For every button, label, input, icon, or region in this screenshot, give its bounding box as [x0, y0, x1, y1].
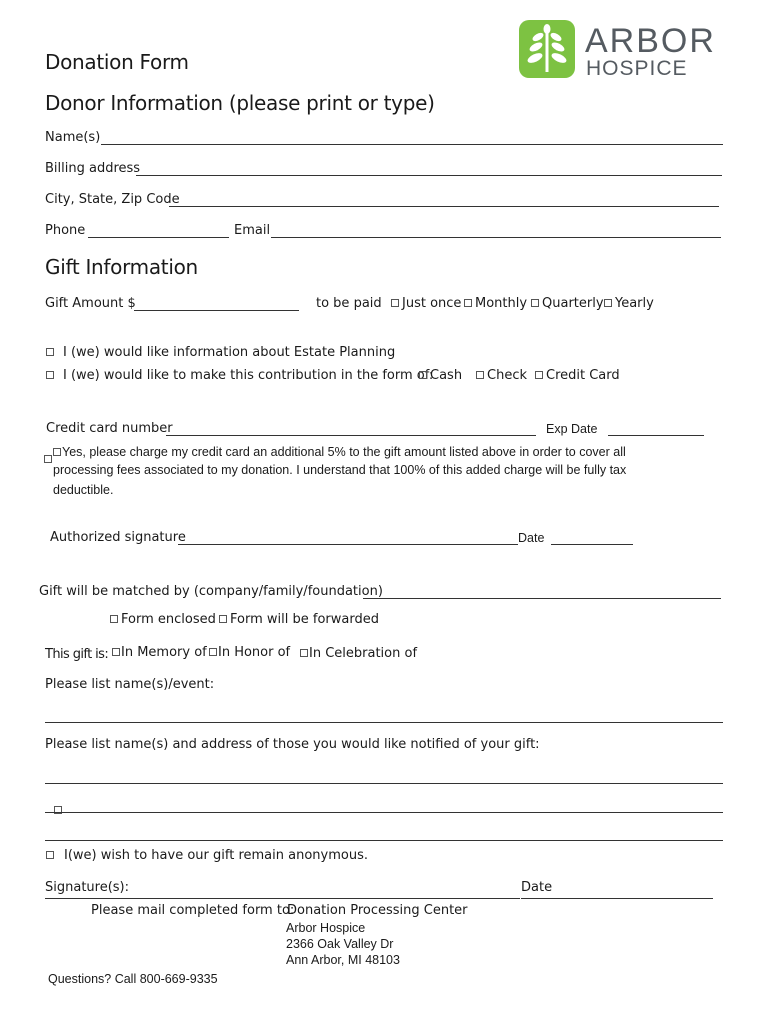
payment-option-credit-card[interactable]: Credit Card	[535, 368, 620, 384]
checkbox[interactable]	[46, 371, 54, 379]
auth-date-field[interactable]	[551, 544, 633, 545]
checkbox[interactable]	[46, 851, 54, 859]
auth-signature-label: Authorized signature	[50, 530, 186, 545]
gift-amount-label: Gift Amount $	[45, 296, 136, 311]
card-number-label: Credit card number	[46, 421, 173, 436]
matched-label: Gift will be matched by (company/family/foundation)	[39, 584, 383, 599]
gift-heading: Gift Information	[45, 255, 198, 279]
names-label: Name(s)	[45, 130, 101, 145]
checkbox[interactable]	[604, 299, 612, 307]
billing-label: Billing address	[45, 161, 141, 176]
names-event-field[interactable]	[45, 722, 723, 723]
logo	[519, 20, 734, 80]
anonymous-option[interactable]: I(we) wish to have our gift remain anonymous.	[46, 848, 368, 864]
checkbox[interactable]	[219, 615, 227, 623]
frequency-option-once[interactable]: Just once	[391, 296, 461, 312]
checkbox[interactable]	[391, 299, 399, 307]
fee-cover-text-1: Yes, please charge my credit card an additional 5% to the gift amount listed above in order to cover all	[53, 445, 626, 460]
tribute-option-honor[interactable]: In Honor of	[209, 645, 290, 661]
fee-cover-text-3: deductible.	[53, 483, 114, 497]
phone-field[interactable]	[88, 237, 229, 238]
email-field[interactable]	[271, 237, 721, 238]
form-enclosed-option[interactable]: Form enclosed	[110, 612, 216, 628]
city-field[interactable]	[169, 206, 719, 207]
frequency-option-yearly[interactable]: Yearly	[604, 296, 654, 312]
notify-field-3[interactable]	[45, 840, 723, 841]
signature-date-label: Date	[521, 880, 553, 895]
frequency-option-monthly[interactable]: Monthly	[464, 296, 527, 312]
card-number-field[interactable]	[166, 435, 536, 436]
estate-planning-option[interactable]: I (we) would like information about Estate Planning	[46, 345, 395, 361]
phone-label: Phone	[45, 223, 86, 238]
tribute-option-memory[interactable]: In Memory of	[112, 645, 207, 661]
matched-field[interactable]	[363, 598, 721, 599]
billing-field[interactable]	[136, 175, 722, 176]
notify-label: Please list name(s) and address of those you would like notified of your gift:	[45, 737, 540, 752]
fee-cover-text-2: processing fees associated to my donation. I understand that 100% of this added charge will be fully tax	[53, 463, 627, 477]
list-names-event-label: Please list name(s)/event:	[45, 677, 215, 692]
payment-option-cash[interactable]: Cash	[419, 368, 462, 384]
gift-amount-field[interactable]	[134, 310, 299, 311]
checkbox[interactable]	[535, 371, 543, 379]
notify-field-1[interactable]	[45, 783, 723, 784]
mail-line-3: 2366 Oak Valley Dr	[286, 937, 394, 951]
auth-signature-field[interactable]	[178, 544, 518, 545]
fee-cover-checkbox[interactable]	[44, 455, 52, 463]
exp-date-label: Exp Date	[546, 422, 598, 436]
form-forwarded-option[interactable]: Form will be forwarded	[219, 612, 379, 628]
checkbox[interactable]	[110, 615, 118, 623]
logo-text-hospice: HOSPICE	[586, 57, 688, 80]
form-title: Donation Form	[45, 50, 189, 74]
leaf-tree-icon	[519, 20, 575, 78]
signature-date-field[interactable]	[521, 898, 713, 899]
signatures-label: Signature(s):	[45, 880, 130, 895]
signatures-field[interactable]	[45, 898, 520, 899]
names-field[interactable]	[101, 144, 723, 145]
logo-text-arbor: ARBOR	[585, 22, 716, 60]
mail-label: Please mail completed form to:	[91, 903, 295, 918]
mail-line-1: Donation Processing Center	[287, 903, 468, 918]
this-gift-label: This gift is:	[45, 647, 109, 662]
tribute-option-celebration[interactable]: In Celebration of	[300, 646, 417, 662]
notify-field-2[interactable]	[45, 812, 723, 813]
questions-contact: Questions? Call 800-669-9335	[48, 972, 218, 986]
email-label: Email	[234, 223, 271, 238]
checkbox[interactable]	[464, 299, 472, 307]
donor-heading: Donor Information (please print or type)	[45, 91, 435, 115]
exp-date-field[interactable]	[608, 435, 704, 436]
checkbox[interactable]	[209, 648, 217, 656]
checkbox[interactable]	[300, 649, 308, 657]
city-label: City, State, Zip Code	[45, 192, 180, 207]
checkbox[interactable]	[46, 348, 54, 356]
checkbox[interactable]	[419, 371, 427, 379]
to-be-paid-label: to be paid	[316, 296, 382, 311]
contribution-form-label: I (we) would like to make this contribution in the form of:	[46, 368, 433, 384]
checkbox[interactable]	[112, 648, 120, 656]
checkbox[interactable]	[53, 448, 61, 456]
mail-line-4: Ann Arbor, MI 48103	[286, 953, 400, 967]
auth-date-label: Date	[518, 531, 545, 545]
frequency-option-quarterly[interactable]: Quarterly	[531, 296, 604, 312]
mail-line-2: Arbor Hospice	[286, 921, 366, 935]
checkbox[interactable]	[531, 299, 539, 307]
checkbox[interactable]	[476, 371, 484, 379]
payment-option-check[interactable]: Check	[476, 368, 527, 384]
